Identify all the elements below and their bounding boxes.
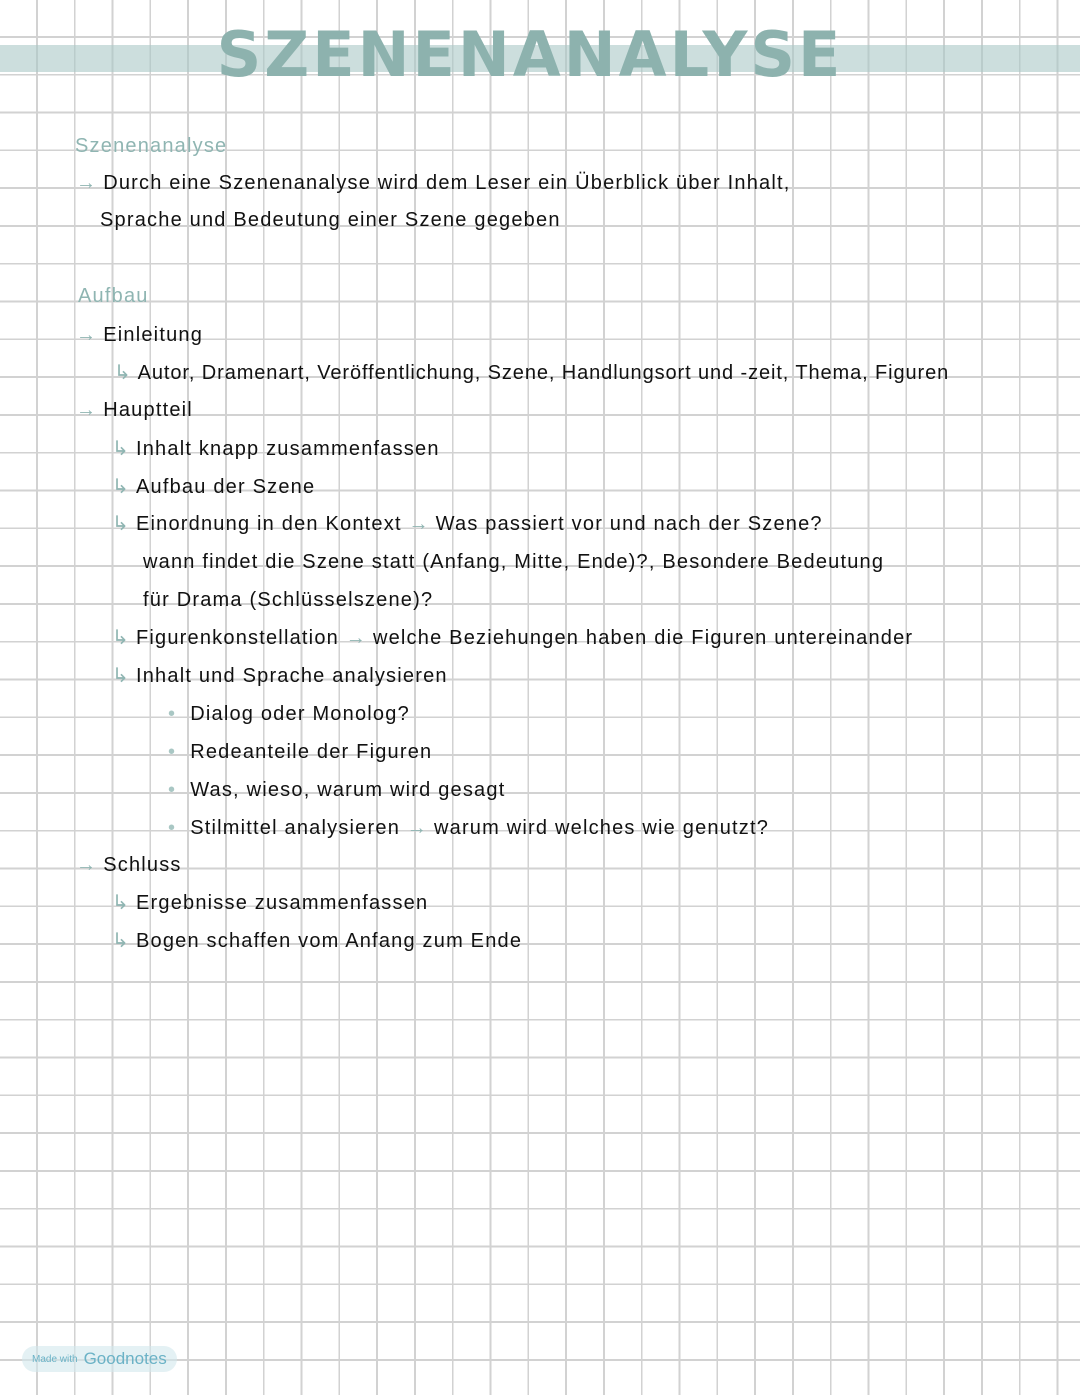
- item-inhalt-zusammenfassen: ↳ Inhalt knapp zusammenfassen: [112, 438, 440, 460]
- item-aufbau-szene: ↳ Aufbau der Szene: [112, 476, 316, 498]
- page-title: SZENENANALYSE: [216, 18, 844, 91]
- hook-arrow-icon: ↳: [112, 627, 130, 649]
- arrow-icon: →: [76, 172, 98, 194]
- item-inhalt-sprache: ↳ Inhalt und Sprache analysieren: [112, 665, 448, 687]
- hook-arrow-icon: ↳: [112, 476, 130, 498]
- bullet-icon: •: [168, 817, 177, 839]
- item-einleitung-detail: ↳ Autor, Dramenart, Veröffentlichung, Szene, Handlungsort und -zeit, Thema, Figuren: [114, 362, 950, 384]
- hook-arrow-icon: ↳: [112, 513, 130, 535]
- hook-arrow-icon: ↳: [114, 362, 132, 384]
- bullet-icon: •: [168, 703, 177, 725]
- arrow-icon: →: [76, 854, 98, 876]
- intro-line-2: Sprache und Bedeutung einer Szene gegeben: [100, 209, 561, 231]
- hook-arrow-icon: ↳: [112, 665, 130, 687]
- item-ergebnisse: ↳ Ergebnisse zusammenfassen: [112, 892, 429, 914]
- item-hauptteil: → Hauptteil: [76, 399, 193, 421]
- section-heading-szenenanalyse: Szenenanalyse: [75, 135, 228, 157]
- arrow-icon: →: [76, 399, 98, 421]
- item-bogen: ↳ Bogen schaffen vom Anfang zum Ende: [112, 930, 523, 952]
- intro-line-1: → Durch eine Szenenanalyse wird dem Leser ein Überblick über Inhalt,: [76, 172, 791, 194]
- section-heading-aufbau: Aufbau: [78, 285, 149, 307]
- bullet-item: • Was, wieso, warum wird gesagt: [168, 779, 506, 801]
- bullet-icon: •: [168, 779, 177, 801]
- arrow-icon: →: [406, 817, 428, 839]
- item-einordnung-line-2: wann findet die Szene statt (Anfang, Mitte, Ende)?, Besondere Bedeutung: [143, 551, 885, 573]
- bullet-icon: •: [168, 741, 177, 763]
- item-einleitung: → Einleitung: [76, 324, 204, 346]
- bullet-item: • Redeanteile der Figuren: [168, 741, 433, 763]
- bullet-item: • Dialog oder Monolog?: [168, 703, 410, 725]
- bullet-item: • Stilmittel analysieren → warum wird welches wie genutzt?: [168, 817, 770, 839]
- arrow-icon: →: [408, 513, 430, 535]
- item-figurenkonstellation: ↳ Figurenkonstellation → welche Beziehungen haben die Figuren untereinander: [112, 627, 914, 649]
- item-schluss: → Schluss: [76, 854, 182, 876]
- hook-arrow-icon: ↳: [112, 930, 130, 952]
- item-einordnung-line-3: für Drama (Schlüsselszene)?: [143, 589, 434, 611]
- arrow-icon: →: [76, 324, 98, 346]
- item-einordnung: ↳ Einordnung in den Kontext → Was passiert vor und nach der Szene?: [112, 513, 823, 535]
- hook-arrow-icon: ↳: [112, 438, 130, 460]
- arrow-icon: →: [345, 627, 367, 649]
- hook-arrow-icon: ↳: [112, 892, 130, 914]
- goodnotes-watermark: Made with Goodnotes: [22, 1346, 177, 1372]
